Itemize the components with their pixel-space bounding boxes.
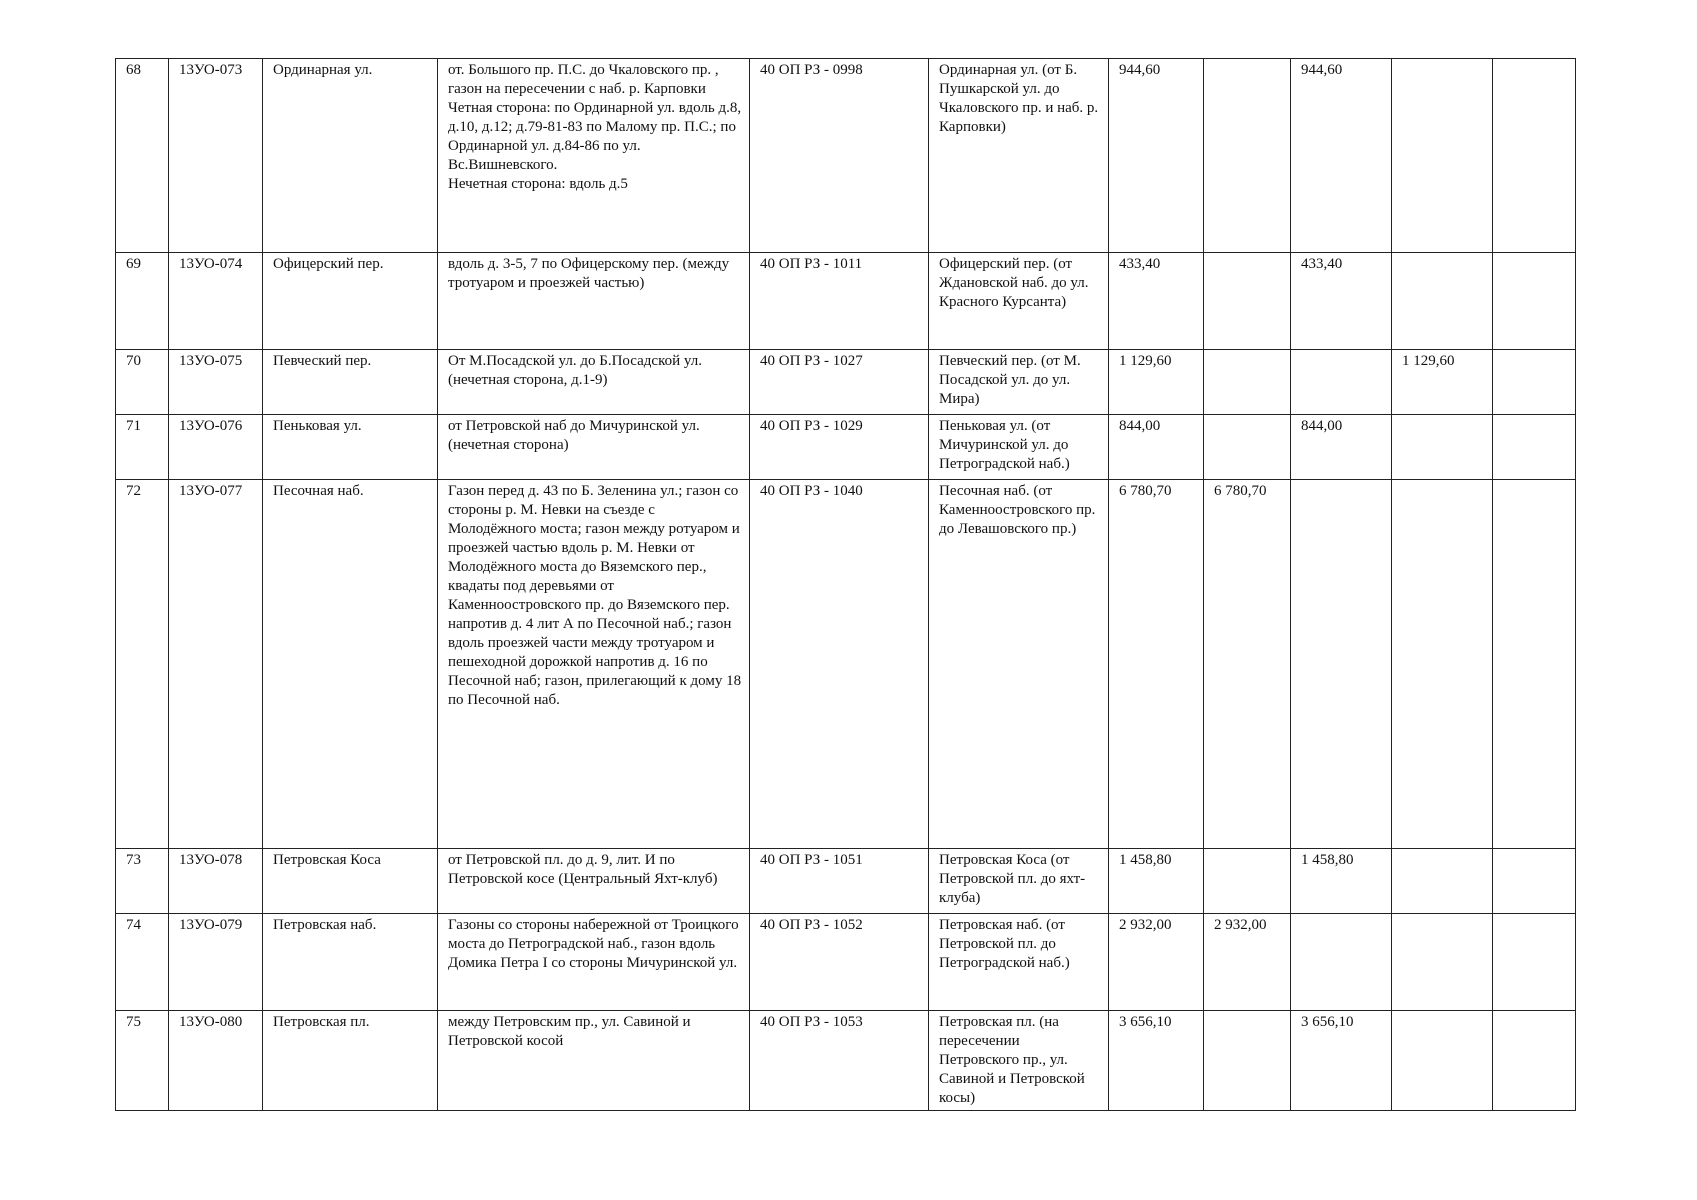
object-code: 13УО-077 (169, 480, 263, 849)
area-column-2 (1291, 914, 1392, 1011)
total-area: 3 656,10 (1109, 1011, 1204, 1111)
area-column-4 (1493, 253, 1576, 350)
object-code: 13УО-074 (169, 253, 263, 350)
area-column-2: 1 458,80 (1291, 849, 1392, 914)
object-code: 13УО-078 (169, 849, 263, 914)
area-column-4 (1493, 914, 1576, 1011)
area-column-2: 3 656,10 (1291, 1011, 1392, 1111)
table-row (116, 480, 1576, 849)
road-id: 40 ОП РЗ - 1027 (750, 350, 929, 415)
table-row (116, 59, 1576, 253)
area-column-4 (1493, 1011, 1576, 1111)
street-name: Петровская Коса (263, 849, 438, 914)
location-description: от. Большого пр. П.С. до Чкаловского пр. , газон на пересечении с наб. р. Карповки Четная сторона: по Ординарной ул. вдоль д.8, д.10, д.12; д.79-81-83 по Малому пр. П.С.; по Ординарной ул. д.84-86 по ул. Вс.Вишневского. Нечетная сторона: вдоль д.5 (438, 59, 750, 253)
area-column-3 (1392, 480, 1493, 849)
area-column-1 (1204, 350, 1291, 415)
object-code: 13УО-080 (169, 1011, 263, 1111)
area-column-3 (1392, 914, 1493, 1011)
row-number: 70 (116, 350, 169, 415)
total-area: 1 458,80 (1109, 849, 1204, 914)
road-name: Пеньковая ул. (от Мичуринской ул. до Петроградской наб.) (929, 415, 1109, 480)
street-name: Офицерский пер. (263, 253, 438, 350)
area-column-4 (1493, 59, 1576, 253)
object-code: 13УО-076 (169, 415, 263, 480)
area-column-1 (1204, 415, 1291, 480)
road-name: Петровская Коса (от Петровской пл. до яхт-клуба) (929, 849, 1109, 914)
area-column-3 (1392, 59, 1493, 253)
table-row (116, 1011, 1576, 1111)
road-id: 40 ОП РЗ - 1052 (750, 914, 929, 1011)
table-row (116, 415, 1576, 480)
road-name: Офицерский пер. (от Ждановской наб. до ул. Красного Курсанта) (929, 253, 1109, 350)
area-column-4 (1493, 849, 1576, 914)
row-number: 68 (116, 59, 169, 253)
area-column-3: 1 129,60 (1392, 350, 1493, 415)
street-name: Петровская наб. (263, 914, 438, 1011)
street-name: Ординарная ул. (263, 59, 438, 253)
total-area: 844,00 (1109, 415, 1204, 480)
row-number: 74 (116, 914, 169, 1011)
location-description: между Петровским пр., ул. Савиной и Петровской косой (438, 1011, 750, 1111)
area-column-2 (1291, 350, 1392, 415)
area-column-1: 6 780,70 (1204, 480, 1291, 849)
road-id: 40 ОП РЗ - 1051 (750, 849, 929, 914)
object-code: 13УО-073 (169, 59, 263, 253)
row-number: 75 (116, 1011, 169, 1111)
road-name: Песочная наб. (от Каменноостровского пр. до Левашовского пр.) (929, 480, 1109, 849)
area-column-4 (1493, 480, 1576, 849)
area-column-3 (1392, 253, 1493, 350)
road-name: Певческий пер. (от М. Посадской ул. до ул. Мира) (929, 350, 1109, 415)
total-area: 944,60 (1109, 59, 1204, 253)
area-column-2 (1291, 480, 1392, 849)
object-code: 13УО-079 (169, 914, 263, 1011)
area-column-3 (1392, 1011, 1493, 1111)
area-column-1 (1204, 253, 1291, 350)
total-area: 2 932,00 (1109, 914, 1204, 1011)
row-number: 72 (116, 480, 169, 849)
table-row (116, 253, 1576, 350)
location-description: От М.Посадской ул. до Б.Посадской ул. (нечетная сторона, д.1-9) (438, 350, 750, 415)
object-code: 13УО-075 (169, 350, 263, 415)
location-description: вдоль д. 3-5, 7 по Офицерскому пер. (между тротуаром и проезжей частью) (438, 253, 750, 350)
road-id: 40 ОП РЗ - 1029 (750, 415, 929, 480)
street-name: Песочная наб. (263, 480, 438, 849)
table-row (116, 350, 1576, 415)
area-column-1 (1204, 59, 1291, 253)
area-column-1 (1204, 1011, 1291, 1111)
table-row (116, 914, 1576, 1011)
location-description: Газоны со стороны набережной от Троицкого моста до Петроградской наб., газон вдоль Домика Петра I со стороны Мичуринской ул. (438, 914, 750, 1011)
street-name: Пеньковая ул. (263, 415, 438, 480)
road-id: 40 ОП РЗ - 0998 (750, 59, 929, 253)
road-name: Петровская пл. (на пересечении Петровского пр., ул. Савиной и Петровской косы) (929, 1011, 1109, 1111)
area-column-3 (1392, 415, 1493, 480)
total-area: 6 780,70 (1109, 480, 1204, 849)
road-name: Петровская наб. (от Петровской пл. до Петроградской наб.) (929, 914, 1109, 1011)
location-description: от Петровской наб до Мичуринской ул.(нечетная сторона) (438, 415, 750, 480)
green-areas-table (115, 58, 1576, 1111)
road-name: Ординарная ул. (от Б. Пушкарской ул. до Чкаловского пр. и наб. р. Карповки) (929, 59, 1109, 253)
row-number: 69 (116, 253, 169, 350)
area-column-4 (1493, 415, 1576, 480)
area-column-2: 944,60 (1291, 59, 1392, 253)
area-column-3 (1392, 849, 1493, 914)
total-area: 433,40 (1109, 253, 1204, 350)
area-column-1: 2 932,00 (1204, 914, 1291, 1011)
area-column-2: 433,40 (1291, 253, 1392, 350)
area-column-2: 844,00 (1291, 415, 1392, 480)
document-page (115, 58, 1575, 1111)
road-id: 40 ОП РЗ - 1053 (750, 1011, 929, 1111)
table-row (116, 849, 1576, 914)
total-area: 1 129,60 (1109, 350, 1204, 415)
location-description: Газон перед д. 43 по Б. Зеленина ул.; газон со стороны р. М. Невки на съезде с Молодёжного моста; газон между ротуаром и проезжей частью вдоль р. М. Невки от Молодёжного моста до Вяземского пер., квадаты под деревьями от Каменноостровского пр. до Вяземского пер. напротив д. 4 лит А по Песочной наб.; газон вдоль проезжей части между тротуаром и пешеходной дорожкой напротив д. 16 по Песочной наб; газон, прилегающий к дому 18 по Песочной наб. (438, 480, 750, 849)
area-column-1 (1204, 849, 1291, 914)
street-name: Певческий пер. (263, 350, 438, 415)
location-description: от Петровской пл. до д. 9, лит. И по Петровской косе (Центральный Яхт-клуб) (438, 849, 750, 914)
row-number: 73 (116, 849, 169, 914)
road-id: 40 ОП РЗ - 1040 (750, 480, 929, 849)
row-number: 71 (116, 415, 169, 480)
area-column-4 (1493, 350, 1576, 415)
road-id: 40 ОП РЗ - 1011 (750, 253, 929, 350)
street-name: Петровская пл. (263, 1011, 438, 1111)
